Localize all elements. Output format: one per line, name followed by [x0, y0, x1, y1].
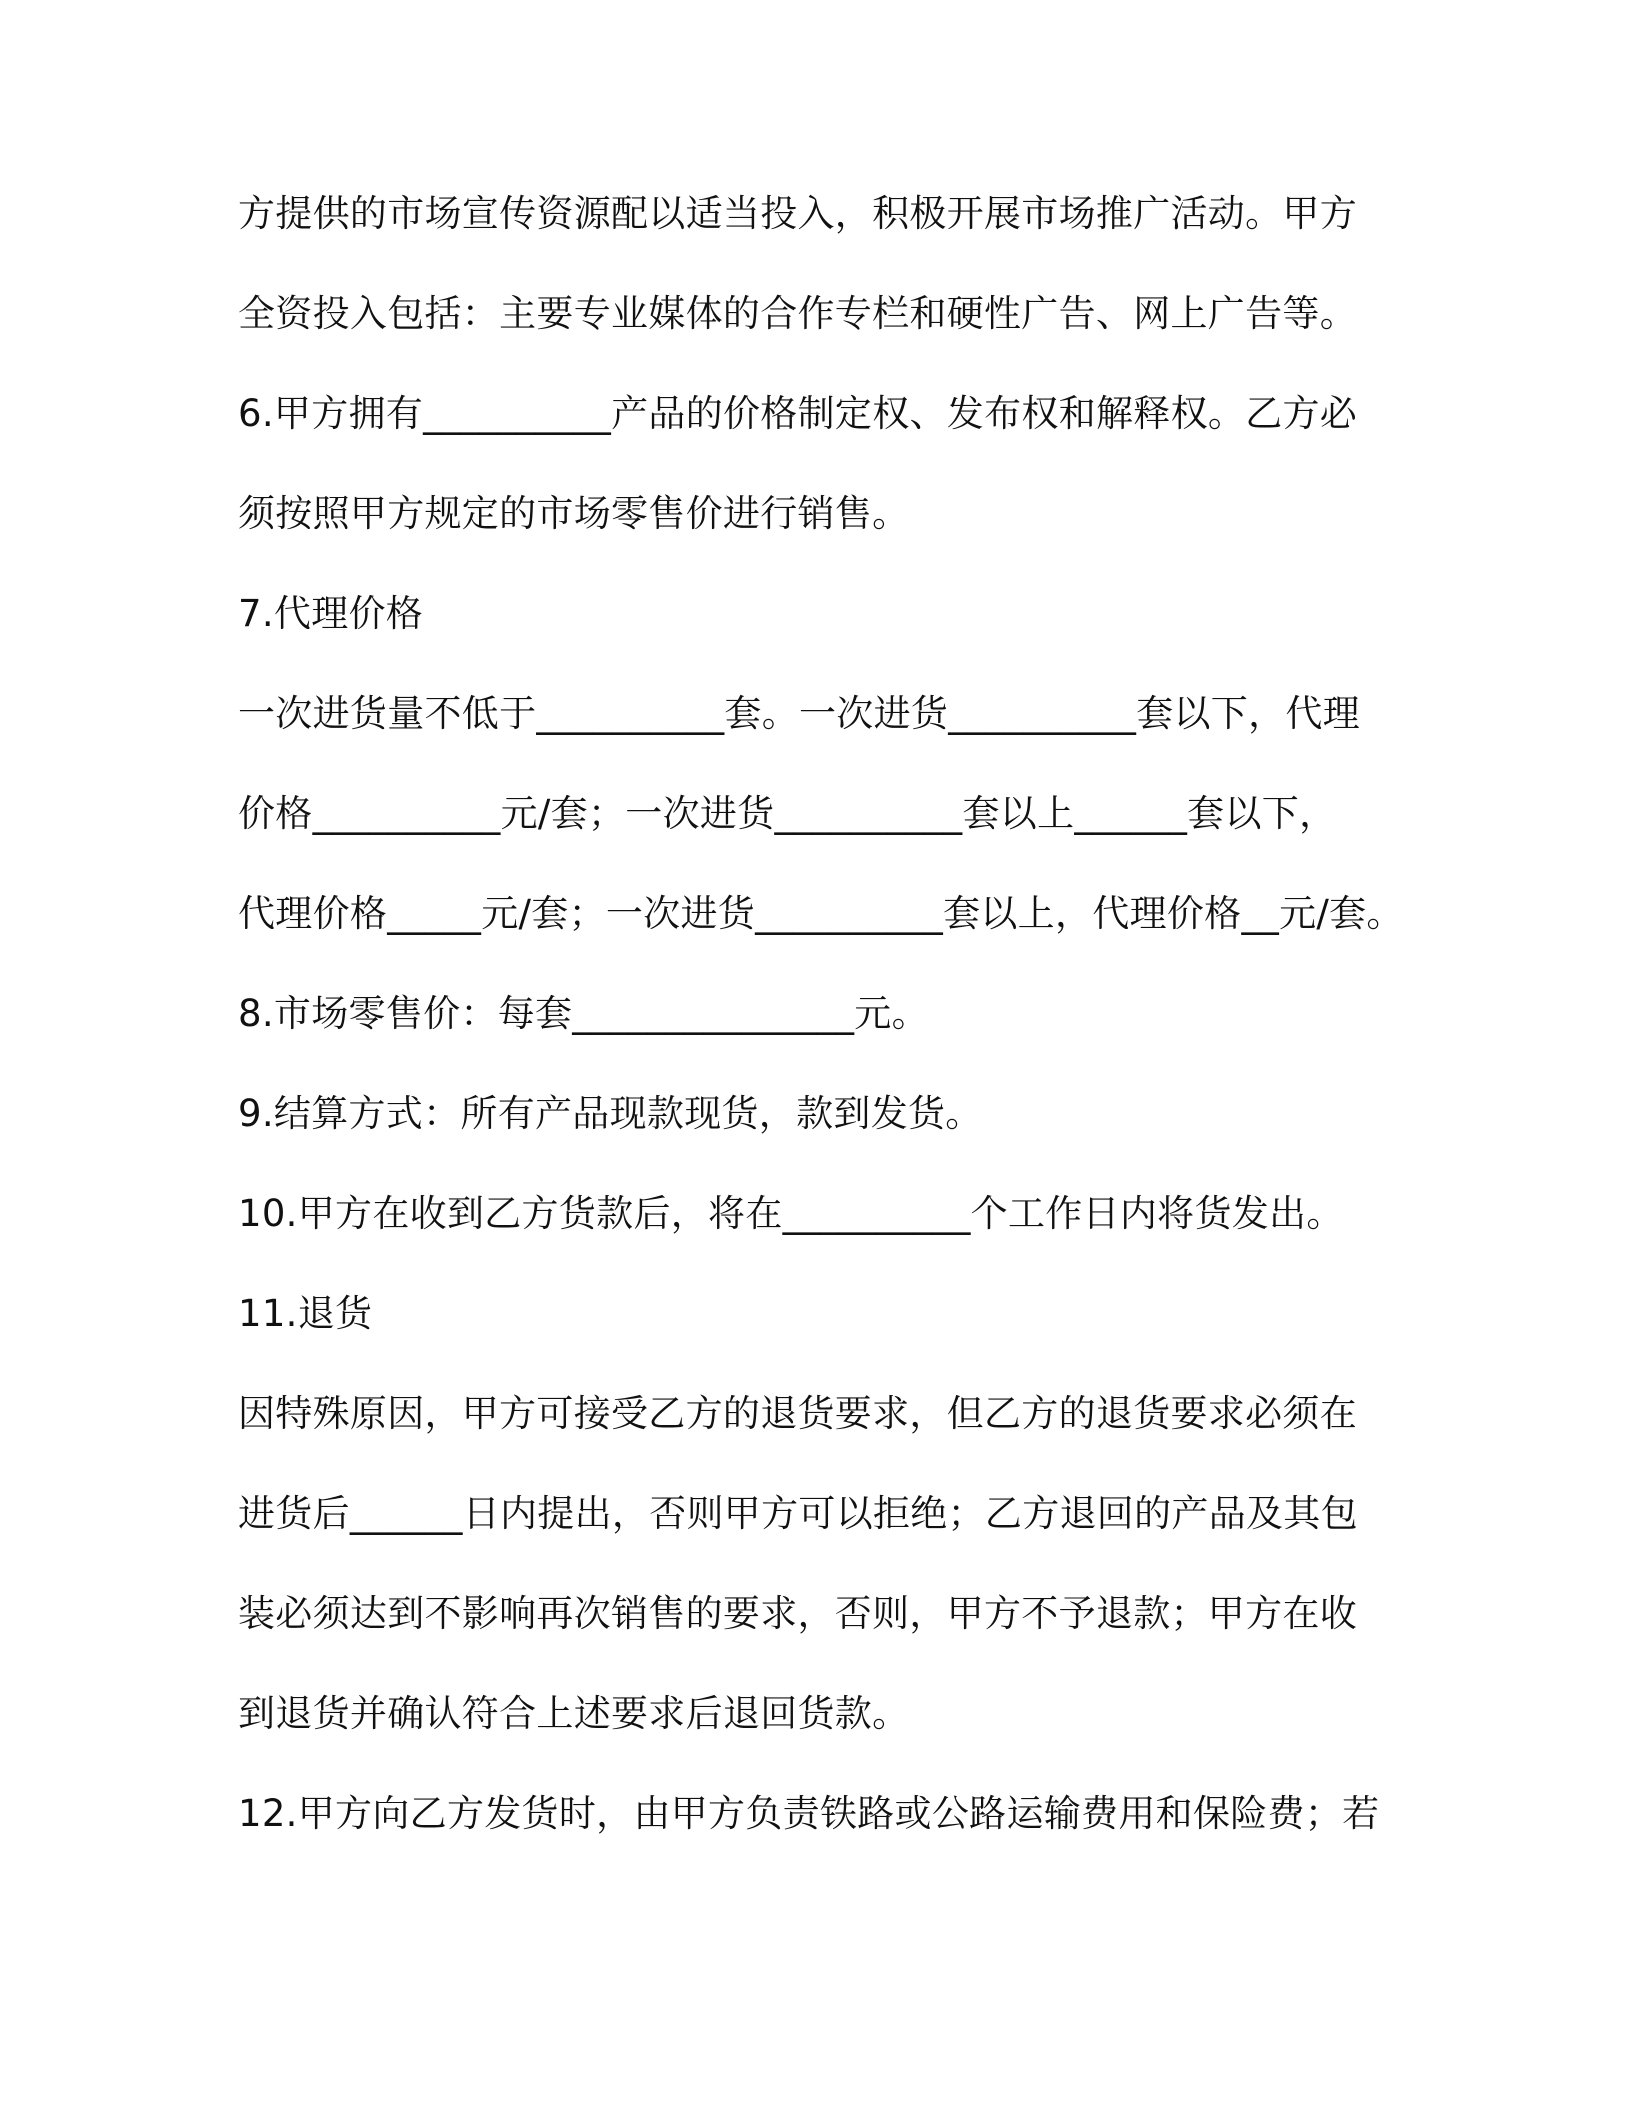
- clause-7-line-3: 代理价格_____元/套；一次进货__________套以上，代理价格__元/套。: [238, 892, 1404, 935]
- clause-12-line-1: 12.甲方向乙方发货时，由甲方负责铁路或公路运输费用和保险费；若: [238, 1792, 1380, 1835]
- clause-11-line-3: 装必须达到不影响再次销售的要求，否则，甲方不予退款；甲方在收: [238, 1592, 1357, 1635]
- clause-6-line-2: 须按照甲方规定的市场零售价进行销售。: [238, 492, 910, 535]
- clause-11-line-2: 进货后______日内提出，否则甲方可以拒绝；乙方退回的产品及其包: [238, 1492, 1358, 1535]
- clause-6-line-1: 6.甲方拥有__________产品的价格制定权、发布权和解释权。乙方必: [238, 392, 1358, 435]
- clause-7-heading: 7.代理价格: [238, 592, 424, 635]
- clause-7-line-2: 价格__________元/套；一次进货__________套以上______套以下，: [238, 792, 1337, 835]
- clause-7-line-1: 一次进货量不低于__________套。一次进货__________套以下，代理: [238, 692, 1360, 735]
- paragraph-line-2: 全资投入包括：主要专业媒体的合作专栏和硬性广告、网上广告等。: [238, 292, 1357, 335]
- clause-8: 8.市场零售价：每套_______________元。: [238, 992, 929, 1035]
- clause-11-line-4: 到退货并确认符合上述要求后退回货款。: [238, 1692, 910, 1735]
- clause-9: 9.结算方式：所有产品现款现货，款到发货。: [238, 1092, 983, 1135]
- paragraph-line-1: 方提供的市场宣传资源配以适当投入，积极开展市场推广活动。甲方: [238, 192, 1357, 235]
- clause-10: 10.甲方在收到乙方货款后，将在__________个工作日内将货发出。: [238, 1192, 1344, 1235]
- clause-11-heading: 11.退货: [238, 1292, 373, 1335]
- clause-11-line-1: 因特殊原因，甲方可接受乙方的退货要求，但乙方的退货要求必须在: [238, 1392, 1357, 1435]
